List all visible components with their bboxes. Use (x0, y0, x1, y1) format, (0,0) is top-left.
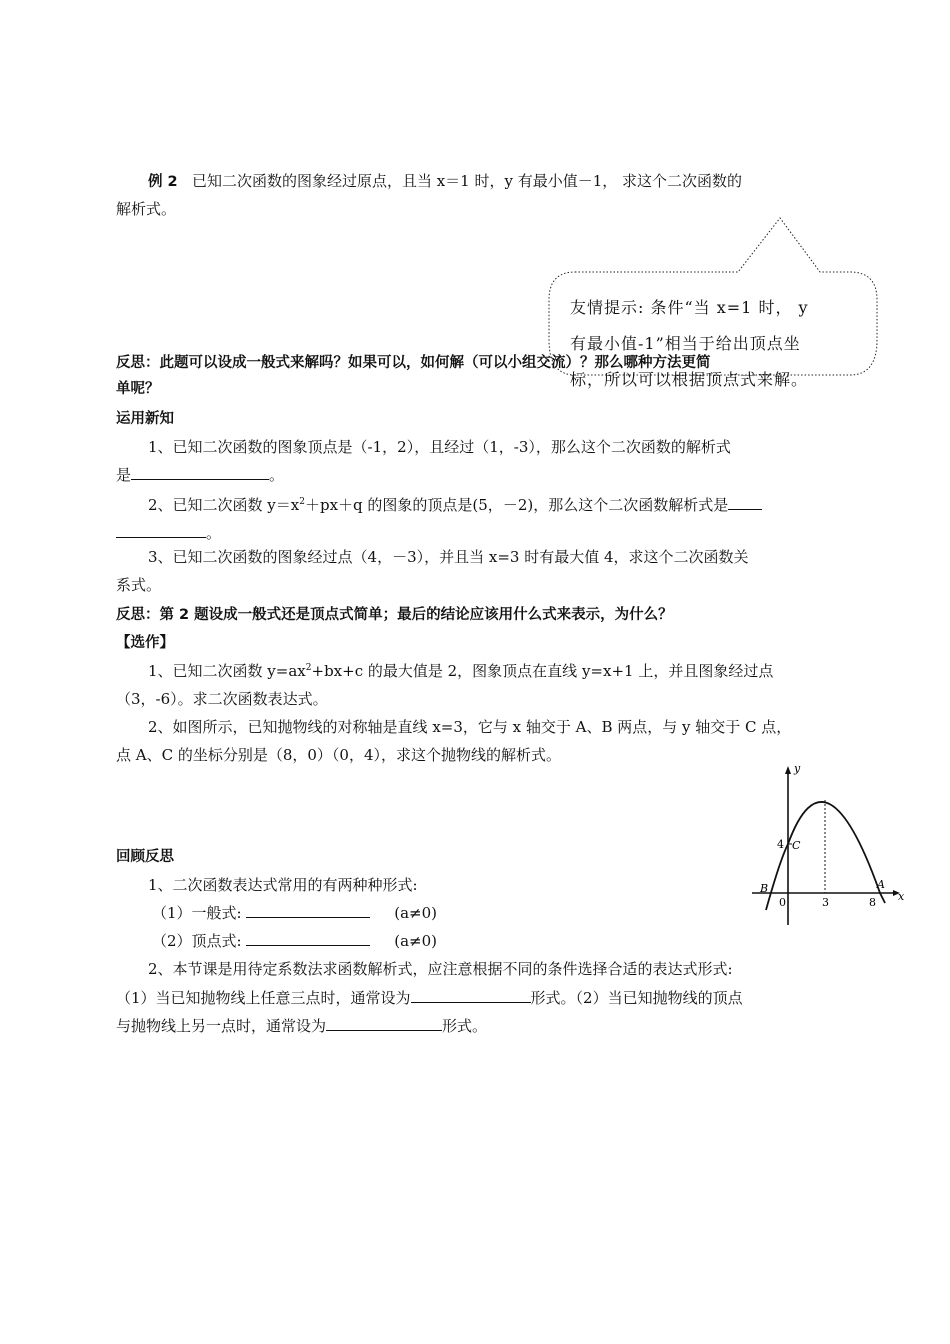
tick-label-4: 4 (777, 838, 784, 851)
example-2-text: 已知二次函数的图象经过原点，且当 x＝1 时，y 有最小值－1， 求这个二次函数的 (191, 172, 743, 190)
point-a-label: A (877, 878, 885, 891)
elective-q1-line-2: （3，-6）。求二次函数表达式。 (116, 690, 328, 708)
form-1-blank[interactable] (246, 903, 370, 918)
hint-line-2: 有最小值-1”相当于给出顶点坐 (570, 334, 801, 353)
point-c-label: C (792, 839, 801, 852)
example-2-line-2: 解析式。 (116, 200, 177, 218)
section-title-review: 回顾反思 (116, 849, 174, 865)
apply-q1-line-2: 是 。 (116, 466, 285, 484)
three-points-blank[interactable] (411, 986, 531, 1003)
review-item-2-line-1: 2、本节课是用待定系数法求函数解析式，应注意根据不同的条件选择合适的表达式形式: (148, 960, 733, 978)
y-axis-arrow (785, 766, 791, 774)
answer-blank-2a[interactable] (728, 495, 762, 510)
vertex-point-blank[interactable] (326, 1014, 442, 1031)
reflection-1-line-1: 反思：此题可以设成一般式来解吗？如果可以，如何解（可以小组交流）？那么哪种方法更简 (116, 355, 711, 371)
apply-q3-line-2: 系式。 (116, 576, 162, 594)
review-item-2-line-3: 与抛物线上另一点时，通常设为 形式。 (116, 1014, 836, 1037)
reflection-2: 反思：第 2 题设成一般式还是顶点式简单；最后的结论应该用什么式来表示，为什么？ (116, 607, 673, 623)
hint-line-3: 标，所以可以根据顶点式来解。 (570, 370, 809, 389)
answer-blank-2b[interactable] (116, 523, 206, 538)
form-2-blank[interactable] (246, 931, 370, 946)
review-form-1: （1）一般式: (a≠0) (152, 904, 437, 922)
example-2-line-1 (148, 170, 868, 193)
apply-q2-line-1: 2、已知二次函数 $y=x^2+px+q$ 的图象的顶点是(5，－2)，那么这个二次函数解析式是 (148, 494, 868, 516)
section-title-apply: 运用新知 (116, 411, 174, 427)
tick-label-0: 0 (779, 896, 786, 909)
answer-blank-1[interactable] (131, 465, 269, 480)
section-title-elective: 【选作】 (116, 635, 174, 651)
y-axis-label: y (794, 762, 801, 775)
example-2-label: 例 2 (148, 174, 178, 190)
point-b-label: B (760, 882, 769, 895)
hint-line-1: 友情提示: 条件“当 x=1 时， y (570, 298, 809, 317)
apply-q2-line-2: 。 (116, 522, 836, 544)
elective-q2-line-1: 2、如图所示，已知抛物线的对称轴是直线 x=3，它与 x 轴交于 A、B 两点，与 y 轴交于 C 点， (148, 718, 792, 736)
tick-label-8: 8 (869, 896, 876, 909)
x-axis-label: x (898, 890, 905, 903)
elective-q1-line-1: 1、已知二次函数 $y=ax^2+bx+c$ 的最大值是 2，图象顶点在直线 y=x+1 上，并且图象经过点 (148, 662, 774, 680)
review-item-1: 1、二次函数表达式常用的有两种种形式: (148, 876, 418, 894)
elective-q2-line-2: 点 A、C 的坐标分别是（8，0）（0，4），求这个抛物线的解析式。 (116, 746, 562, 764)
reflection-1-line-2: 单呢？ (116, 381, 160, 397)
apply-q1-line-1: 1、已知二次函数的图象顶点是（-1，2），且经过（1，-3），那么这个二次函数的解析式 (148, 438, 731, 456)
review-item-2-line-2: （1）当已知抛物线上任意三点时，通常设为 形式。（2）当已知抛物线的顶点 (116, 986, 836, 1009)
apply-q3-line-1: 3、已知二次函数的图象经过点（4，－3），并且当 x=3 时有最大值 4，求这个二次函数关 (148, 548, 749, 566)
tick-label-3: 3 (822, 896, 829, 909)
review-form-2: （2）顶点式: (a≠0) (152, 932, 437, 950)
